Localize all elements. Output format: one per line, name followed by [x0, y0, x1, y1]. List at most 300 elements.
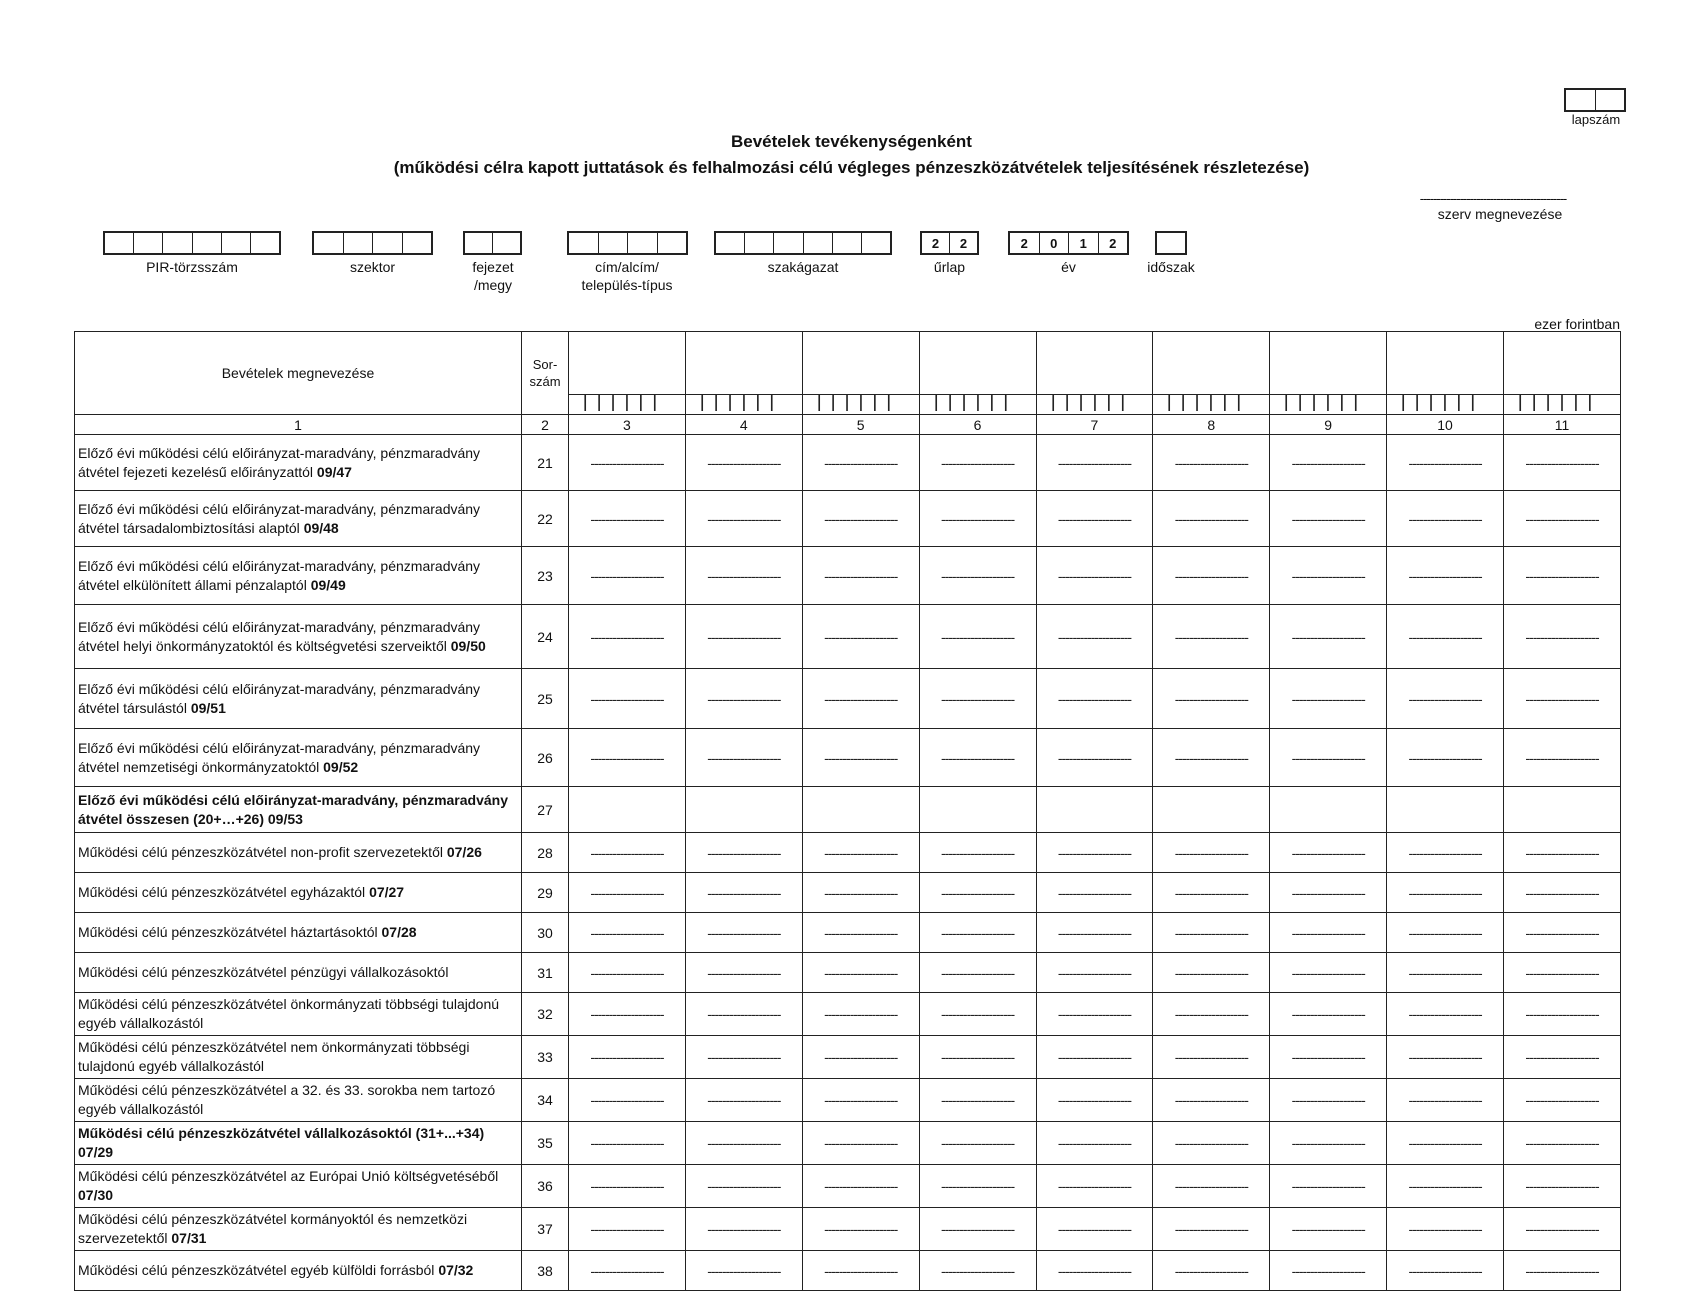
value-cell[interactable]: --------------------	[1504, 1036, 1621, 1079]
value-cell[interactable]: --------------------	[1270, 669, 1387, 729]
value-cell[interactable]: --------------------	[685, 913, 802, 953]
tick-code-cell[interactable]	[919, 395, 1036, 415]
value-cell[interactable]: --------------------	[1270, 547, 1387, 605]
value-cell[interactable]: --------------------	[1504, 669, 1621, 729]
value-cell[interactable]: --------------------	[1387, 1122, 1504, 1165]
value-cell[interactable]: --------------------	[569, 993, 686, 1036]
tick-code-cell[interactable]	[1387, 395, 1504, 415]
urlap-label: űrlap	[933, 259, 966, 275]
column-number: 3	[569, 415, 686, 435]
value-cell[interactable]: --------------------	[685, 669, 802, 729]
szerv-label: szerv megnevezése	[1437, 206, 1563, 222]
szakagazat-label: szakágazat	[767, 259, 839, 275]
row-number: 32	[522, 993, 569, 1036]
row-text: Előző évi működési célú előirányzat-maradvány, pénzmaradvány átvétel elkülönített állami pénzalaptól	[78, 557, 481, 593]
value-cell[interactable]: --------------------	[1270, 605, 1387, 669]
tick-code-cell[interactable]	[1270, 395, 1387, 415]
tick-marks	[1270, 395, 1386, 411]
value-cell[interactable]: --------------------	[685, 435, 802, 491]
row-text: Működési célú pénzeszközátvétel nem önkormányzati többségi tulajdonú egyéb vállalkozástól	[78, 1039, 470, 1074]
value-cell[interactable]: --------------------	[919, 1036, 1036, 1079]
value-cell[interactable]: --------------------	[1504, 993, 1621, 1036]
value-cell[interactable]	[1153, 787, 1270, 833]
idoszak-label: időszak	[1147, 259, 1195, 275]
value-cell[interactable]	[685, 787, 802, 833]
tick-marks	[1037, 395, 1153, 411]
value-cell[interactable]: --------------------	[919, 605, 1036, 669]
value-cell[interactable]: --------------------	[919, 1251, 1036, 1291]
row-description	[75, 993, 522, 1036]
value-cell[interactable]: --------------------	[685, 1165, 802, 1208]
unit-label: ezer forintban	[1534, 316, 1620, 332]
value-cell[interactable]: --------------------	[1270, 993, 1387, 1036]
row-text: Működési célú pénzeszközátvétel a 32. és 33. sorokba nem tartozó egyéb vállalkozástól	[78, 1082, 496, 1117]
value-cell[interactable]: --------------------	[1153, 913, 1270, 953]
value-cell[interactable]: --------------------	[569, 1165, 686, 1208]
value-cell[interactable]	[1270, 787, 1387, 833]
value-cell[interactable]: --------------------	[1504, 547, 1621, 605]
column-number: 11	[1504, 415, 1621, 435]
row-text: Működési célú pénzeszközátvétel non-profit szervezetektől	[78, 844, 443, 860]
value-cell[interactable]	[569, 787, 686, 833]
row-code: 09/49	[310, 576, 346, 593]
value-cell[interactable]: --------------------	[685, 873, 802, 913]
value-cell[interactable]: --------------------	[1387, 605, 1504, 669]
value-cell[interactable]	[919, 787, 1036, 833]
row-text: Előző évi működési célú előirányzat-maradvány, pénzmaradvány átvétel társulástól	[78, 680, 481, 716]
revenue-table	[74, 331, 1621, 1291]
value-cell[interactable]: --------------------	[1036, 1122, 1153, 1165]
value-cell[interactable]: --------------------	[1270, 1036, 1387, 1079]
row-description	[75, 787, 522, 833]
tick-code-cell[interactable]	[685, 395, 802, 415]
header-col	[1504, 332, 1621, 395]
szektor-boxes[interactable]	[312, 231, 433, 255]
value-cell[interactable]: --------------------	[1387, 1208, 1504, 1251]
value-cell[interactable]: --------------------	[802, 953, 919, 993]
value-cell[interactable]: --------------------	[1270, 491, 1387, 547]
row-text: Működési célú pénzeszközátvétel az Európai Unió költségvetéséből	[78, 1168, 499, 1184]
table-row	[75, 833, 1621, 873]
column-number: 1	[75, 415, 522, 435]
table-row	[75, 669, 1621, 729]
value-cell[interactable]: --------------------	[569, 605, 686, 669]
row-description	[75, 1122, 522, 1165]
value-cell[interactable]: --------------------	[802, 1079, 919, 1122]
value-cell[interactable]: --------------------	[569, 1122, 686, 1165]
fejezet-boxes[interactable]	[463, 231, 522, 255]
value-cell[interactable]: --------------------	[1153, 953, 1270, 993]
column-number: 4	[685, 415, 802, 435]
column-number: 6	[919, 415, 1036, 435]
value-cell[interactable]: --------------------	[685, 1036, 802, 1079]
value-cell[interactable]: --------------------	[1504, 913, 1621, 953]
column-number: 10	[1387, 415, 1504, 435]
value-cell[interactable]: --------------------	[1387, 873, 1504, 913]
header-col	[919, 332, 1036, 395]
value-cell[interactable]: --------------------	[802, 1122, 919, 1165]
value-cell[interactable]: --------------------	[1036, 833, 1153, 873]
value-cell[interactable]: --------------------	[1153, 1122, 1270, 1165]
value-cell[interactable]: --------------------	[1036, 1251, 1153, 1291]
table-row	[75, 1165, 1621, 1208]
value-cell[interactable]: --------------------	[1504, 605, 1621, 669]
value-cell[interactable]: --------------------	[1036, 729, 1153, 787]
value-cell[interactable]: --------------------	[1387, 1036, 1504, 1079]
row-description	[75, 547, 522, 605]
row-code: 09/53	[267, 810, 303, 827]
value-cell[interactable]: --------------------	[1153, 491, 1270, 547]
row-code: 07/31	[171, 1230, 207, 1246]
value-cell[interactable]: --------------------	[1504, 1251, 1621, 1291]
tick-code-cell[interactable]	[1153, 395, 1270, 415]
value-cell[interactable]: --------------------	[1153, 1165, 1270, 1208]
value-cell[interactable]: --------------------	[1270, 913, 1387, 953]
value-cell[interactable]: --------------------	[1036, 605, 1153, 669]
value-cell[interactable]: --------------------	[569, 833, 686, 873]
value-cell[interactable]: --------------------	[1153, 993, 1270, 1036]
value-cell[interactable]: --------------------	[569, 953, 686, 993]
table-row	[75, 787, 1621, 833]
ev-boxes	[1008, 231, 1129, 255]
header-col	[569, 332, 686, 395]
value-cell[interactable]: --------------------	[1270, 435, 1387, 491]
value-cell[interactable]: --------------------	[919, 547, 1036, 605]
value-cell[interactable]: --------------------	[685, 605, 802, 669]
value-cell[interactable]: --------------------	[1387, 669, 1504, 729]
row-text: Működési célú pénzeszközátvétel egyházaktól	[78, 884, 366, 900]
value-cell[interactable]: --------------------	[1036, 1208, 1153, 1251]
value-cell[interactable]: --------------------	[1387, 729, 1504, 787]
ev-digit: 0	[1040, 233, 1070, 253]
value-cell[interactable]: --------------------	[1153, 873, 1270, 913]
row-number: 31	[522, 953, 569, 993]
value-cell[interactable]: --------------------	[569, 913, 686, 953]
value-cell[interactable]: --------------------	[685, 1251, 802, 1291]
value-cell[interactable]: --------------------	[1387, 913, 1504, 953]
value-cell[interactable]: --------------------	[569, 547, 686, 605]
urlap-digit: 2	[922, 233, 950, 253]
row-code: 09/52	[323, 758, 359, 775]
value-cell[interactable]: --------------------	[1270, 1208, 1387, 1251]
ev-digit: 2	[1010, 233, 1040, 253]
value-cell[interactable]: --------------------	[1036, 435, 1153, 491]
value-cell[interactable]: --------------------	[1153, 833, 1270, 873]
value-cell[interactable]: --------------------	[569, 491, 686, 547]
value-cell[interactable]: --------------------	[919, 1122, 1036, 1165]
value-cell[interactable]: --------------------	[1036, 547, 1153, 605]
cim-label: cím/alcím/ település-típus	[581, 259, 673, 293]
value-cell[interactable]: --------------------	[685, 1122, 802, 1165]
value-cell[interactable]: --------------------	[1036, 913, 1153, 953]
value-cell[interactable]: --------------------	[802, 491, 919, 547]
value-cell[interactable]: --------------------	[685, 491, 802, 547]
value-cell[interactable]: --------------------	[569, 1036, 686, 1079]
value-cell[interactable]	[1504, 787, 1621, 833]
column-number: 5	[802, 415, 919, 435]
table-row	[75, 1208, 1621, 1251]
table-row	[75, 913, 1621, 953]
table-row	[75, 1122, 1621, 1165]
value-cell[interactable]: --------------------	[1153, 1208, 1270, 1251]
value-cell[interactable]: --------------------	[1036, 669, 1153, 729]
value-cell[interactable]: --------------------	[1504, 1122, 1621, 1165]
value-cell[interactable]: --------------------	[919, 729, 1036, 787]
value-cell[interactable]: --------------------	[1504, 953, 1621, 993]
tick-marks	[686, 395, 802, 411]
value-cell[interactable]: --------------------	[1504, 491, 1621, 547]
value-cell[interactable]: --------------------	[1036, 1165, 1153, 1208]
value-cell[interactable]: --------------------	[919, 491, 1036, 547]
value-cell[interactable]: --------------------	[802, 1208, 919, 1251]
value-cell[interactable]: --------------------	[919, 873, 1036, 913]
value-cell[interactable]: --------------------	[685, 993, 802, 1036]
row-number: 21	[522, 435, 569, 491]
tick-marks	[1387, 395, 1503, 411]
value-cell[interactable]: --------------------	[802, 435, 919, 491]
value-cell[interactable]: --------------------	[1153, 1251, 1270, 1291]
szakagazat-boxes[interactable]	[714, 231, 892, 255]
row-description	[75, 873, 522, 913]
value-cell[interactable]: --------------------	[1153, 1036, 1270, 1079]
pir-torzsszam-boxes[interactable]	[103, 231, 281, 255]
value-cell[interactable]: --------------------	[802, 913, 919, 953]
value-cell[interactable]: --------------------	[1153, 729, 1270, 787]
value-cell[interactable]: --------------------	[1504, 1208, 1621, 1251]
value-cell[interactable]: --------------------	[1504, 873, 1621, 913]
column-number: 9	[1270, 415, 1387, 435]
row-code: 07/30	[78, 1187, 114, 1203]
value-cell[interactable]: --------------------	[1036, 1079, 1153, 1122]
row-number: 25	[522, 669, 569, 729]
row-code: 09/50	[450, 637, 486, 654]
value-cell[interactable]: --------------------	[1270, 873, 1387, 913]
value-cell[interactable]: --------------------	[1036, 491, 1153, 547]
table-row	[75, 435, 1621, 491]
lapszam-boxes[interactable]	[1564, 88, 1626, 112]
row-number: 37	[522, 1208, 569, 1251]
value-cell[interactable]: --------------------	[1387, 547, 1504, 605]
row-number: 27	[522, 787, 569, 833]
ev-digit: 2	[1109, 235, 1117, 251]
row-number: 24	[522, 605, 569, 669]
value-cell[interactable]	[1387, 787, 1504, 833]
value-cell[interactable]: --------------------	[569, 1079, 686, 1122]
value-cell[interactable]: --------------------	[685, 833, 802, 873]
value-cell[interactable]: --------------------	[1387, 833, 1504, 873]
cim-boxes[interactable]	[567, 231, 688, 255]
row-description	[75, 833, 522, 873]
idoszak-box[interactable]	[1155, 231, 1187, 255]
ev-label: év	[1061, 259, 1076, 275]
row-description	[75, 1036, 522, 1079]
value-cell[interactable]: --------------------	[1153, 547, 1270, 605]
value-cell[interactable]: --------------------	[685, 729, 802, 787]
value-cell[interactable]: --------------------	[1387, 953, 1504, 993]
row-description	[75, 1251, 522, 1291]
row-text: Előző évi működési célú előirányzat-maradvány, pénzmaradvány átvétel helyi önkormányzatoktól és költségvetési szerveiktől	[78, 618, 481, 654]
column-number: 2	[522, 415, 569, 435]
value-cell[interactable]: --------------------	[919, 993, 1036, 1036]
tick-code-cell[interactable]	[1504, 395, 1621, 415]
row-number: 36	[522, 1165, 569, 1208]
value-cell[interactable]: --------------------	[802, 993, 919, 1036]
value-cell[interactable]	[1036, 787, 1153, 833]
value-cell[interactable]: --------------------	[569, 873, 686, 913]
table-row	[75, 1036, 1621, 1079]
value-cell[interactable]: --------------------	[919, 1079, 1036, 1122]
row-code: 07/32	[438, 1262, 474, 1278]
row-text: Működési célú pénzeszközátvétel önkormányzati többségi tulajdonú egyéb vállalkozástól	[78, 996, 500, 1031]
value-cell[interactable]: --------------------	[1387, 491, 1504, 547]
form-title: Bevételek tevékenységenként	[731, 132, 972, 151]
value-cell[interactable]: --------------------	[1504, 435, 1621, 491]
value-cell[interactable]: --------------------	[1387, 1079, 1504, 1122]
row-number: 34	[522, 1079, 569, 1122]
value-cell[interactable]: --------------------	[1036, 873, 1153, 913]
row-text: Működési célú pénzeszközátvétel pénzügyi vállalkozásoktól	[78, 964, 449, 980]
value-cell[interactable]: --------------------	[802, 1165, 919, 1208]
row-number: 35	[522, 1122, 569, 1165]
column-number: 7	[1036, 415, 1153, 435]
value-cell[interactable]: --------------------	[1270, 1251, 1387, 1291]
row-text: Működési célú pénzeszközátvétel egyéb külföldi forrásból	[78, 1262, 435, 1278]
header-col	[685, 332, 802, 395]
value-cell[interactable]: --------------------	[685, 1208, 802, 1251]
tick-marks	[1153, 395, 1269, 411]
value-cell[interactable]: --------------------	[569, 435, 686, 491]
value-cell[interactable]: --------------------	[1153, 1079, 1270, 1122]
row-description	[75, 1079, 522, 1122]
value-cell[interactable]: --------------------	[1387, 1165, 1504, 1208]
tick-marks	[803, 395, 919, 411]
row-code: 07/28	[381, 924, 417, 940]
value-cell[interactable]: --------------------	[1504, 729, 1621, 787]
value-cell[interactable]: --------------------	[1036, 993, 1153, 1036]
value-cell[interactable]: --------------------	[1387, 435, 1504, 491]
row-text: Működési célú pénzeszközátvétel kormányoktól és nemzetközi szervezetektől	[78, 1211, 468, 1246]
value-cell[interactable]: --------------------	[802, 1036, 919, 1079]
tick-marks	[569, 395, 685, 411]
row-number: 28	[522, 833, 569, 873]
header-col	[802, 332, 919, 395]
row-code: 09/47	[316, 463, 352, 480]
value-cell[interactable]: --------------------	[802, 669, 919, 729]
row-code: 07/27	[369, 884, 405, 900]
table-row	[75, 993, 1621, 1036]
value-cell[interactable]: --------------------	[919, 913, 1036, 953]
value-cell[interactable]: --------------------	[1504, 1079, 1621, 1122]
value-cell[interactable]: --------------------	[569, 669, 686, 729]
value-cell[interactable]: --------------------	[1153, 605, 1270, 669]
header-sor: Sor- szám	[522, 332, 569, 415]
row-number: 33	[522, 1036, 569, 1079]
value-cell[interactable]: --------------------	[802, 547, 919, 605]
header-col	[1153, 332, 1270, 395]
row-description	[75, 953, 522, 993]
value-cell[interactable]: --------------------	[1036, 1036, 1153, 1079]
row-code: 09/48	[303, 519, 339, 536]
value-cell[interactable]: --------------------	[919, 669, 1036, 729]
row-description	[75, 729, 522, 787]
value-cell[interactable]: --------------------	[919, 1208, 1036, 1251]
value-cell[interactable]: --------------------	[569, 1251, 686, 1291]
row-description	[75, 605, 522, 669]
urlap-boxes	[920, 231, 979, 255]
value-cell[interactable]: --------------------	[1270, 1079, 1387, 1122]
value-cell[interactable]: --------------------	[919, 1165, 1036, 1208]
row-text: Előző évi működési célú előirányzat-maradvány, pénzmaradvány átvétel társadalombiztosítási alaptól	[78, 500, 481, 536]
value-cell[interactable]: --------------------	[1270, 833, 1387, 873]
value-cell[interactable]: --------------------	[802, 605, 919, 669]
row-number: 30	[522, 913, 569, 953]
value-cell[interactable]: --------------------	[919, 833, 1036, 873]
table-row	[75, 491, 1621, 547]
form-subtitle: (működési célra kapott juttatások és felhalmozási célú végleges pénzeszközátvételek teljesítésének részletezése)	[393, 158, 1310, 177]
value-cell[interactable]: --------------------	[1387, 1251, 1504, 1291]
table-row	[75, 953, 1621, 993]
tick-code-cell[interactable]	[1036, 395, 1153, 415]
tick-code-cell[interactable]	[569, 395, 686, 415]
urlap-digit: 2	[959, 235, 968, 251]
value-cell[interactable]: --------------------	[685, 547, 802, 605]
value-cell[interactable]: --------------------	[685, 1079, 802, 1122]
fejezet-label: fejezet /megy	[472, 259, 514, 293]
value-cell[interactable]: --------------------	[802, 729, 919, 787]
header-col	[1270, 332, 1387, 395]
table-row	[75, 1079, 1621, 1122]
tick-marks	[1504, 395, 1620, 411]
szerv-dashes: --------------------------------------------	[1419, 191, 1567, 206]
value-cell[interactable]: --------------------	[1270, 729, 1387, 787]
row-text: Előző évi működési célú előirányzat-maradvány, pénzmaradvány átvétel összesen (20+…+26)	[78, 791, 509, 827]
value-cell[interactable]: --------------------	[685, 953, 802, 993]
value-cell[interactable]: --------------------	[569, 729, 686, 787]
value-cell[interactable]: --------------------	[919, 953, 1036, 993]
value-cell[interactable]: --------------------	[802, 873, 919, 913]
value-cell[interactable]: --------------------	[802, 833, 919, 873]
value-cell[interactable]: --------------------	[1270, 1165, 1387, 1208]
header-desc: Bevételek megnevezése	[75, 332, 522, 415]
column-number: 8	[1153, 415, 1270, 435]
row-description	[75, 491, 522, 547]
value-cell[interactable]: --------------------	[569, 1208, 686, 1251]
tick-marks	[920, 395, 1036, 411]
row-text: Előző évi működési célú előirányzat-maradvány, pénzmaradvány átvétel nemzetiségi önkormányzatoktól	[78, 739, 481, 775]
row-description	[75, 1208, 522, 1251]
table-row	[75, 729, 1621, 787]
value-cell[interactable]: --------------------	[1387, 993, 1504, 1036]
value-cell[interactable]: --------------------	[1270, 1122, 1387, 1165]
value-cell[interactable]: --------------------	[1504, 1165, 1621, 1208]
pir-label: PIR-törzsszám	[146, 259, 238, 275]
table-row	[75, 1251, 1621, 1291]
value-cell[interactable]: --------------------	[919, 435, 1036, 491]
value-cell[interactable]: --------------------	[802, 1251, 919, 1291]
row-number: 22	[522, 491, 569, 547]
row-code: 09/51	[190, 699, 226, 716]
value-cell[interactable]	[802, 787, 919, 833]
row-description	[75, 435, 522, 491]
value-cell[interactable]: --------------------	[1153, 435, 1270, 491]
lapszam-label: lapszám	[1571, 112, 1621, 127]
tick-code-cell[interactable]	[802, 395, 919, 415]
szektor-label: szektor	[349, 259, 396, 275]
value-cell[interactable]: --------------------	[1036, 953, 1153, 993]
value-cell[interactable]: --------------------	[1504, 833, 1621, 873]
value-cell[interactable]: --------------------	[1270, 953, 1387, 993]
value-cell[interactable]: --------------------	[1153, 669, 1270, 729]
